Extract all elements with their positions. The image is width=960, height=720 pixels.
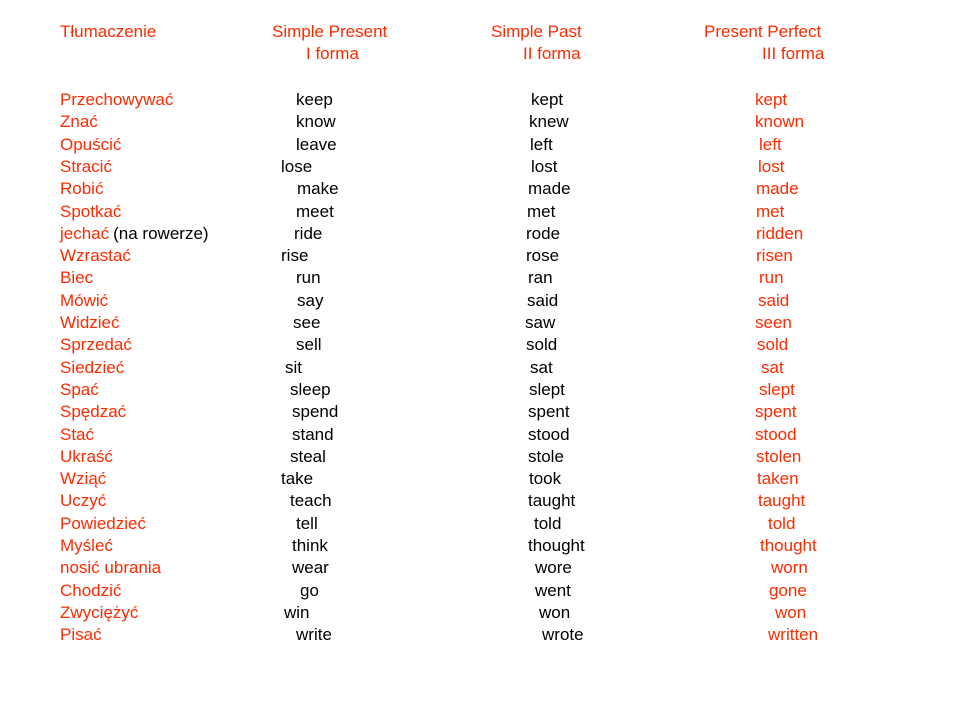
third-form: said [758,290,790,310]
third-form: taught [758,491,806,511]
polish-translation [60,157,112,177]
third-form: gone [769,580,807,600]
polish-verb: Ukraść [60,446,113,466]
second-form: left [530,134,553,154]
first-form: say [297,290,324,310]
first-form: sleep [290,379,331,399]
first-form: spend [292,402,339,422]
first-form: tell [296,513,318,533]
polish-translation [60,313,120,333]
table-row [0,558,960,580]
second-form: took [529,469,562,489]
polish-verb: Zwyciężyć [60,602,139,622]
third-form: kept [755,90,788,109]
polish-translation [60,447,113,467]
first-form: sit [285,357,302,377]
polish-verb: Stracić [60,156,112,176]
second-form: lost [531,156,558,176]
third-form: known [755,112,805,132]
first-form: think [292,536,328,555]
third-form: seen [755,313,792,332]
polish-verb: Siedzieć [60,357,125,377]
polish-translation [60,425,94,445]
polish-translation [60,90,173,110]
table-row [0,380,960,402]
header-present-perfect: Present Perfect [704,22,822,41]
subheader-second-form: II forma [523,44,581,63]
subheader-first-form: I forma [306,44,359,63]
polish-verb: Opuścić [60,134,122,154]
third-form: taken [757,469,799,489]
first-form: ride [294,223,323,243]
third-form: left [759,134,782,154]
polish-verb: Wziąć [60,469,107,489]
polish-translation [60,202,121,222]
polish-translation [60,179,103,199]
polish-verb: Spać [60,379,99,399]
first-form: go [300,580,319,600]
polish-translation [60,268,93,288]
polish-note: (na rowerze) [113,223,209,243]
table-row [0,135,960,157]
polish-verb: Stać [60,424,95,444]
polish-verb: Powiedzieć [60,513,146,533]
polish-verb: Znać [60,112,98,132]
polish-verb: jechać [60,223,110,243]
table-row [0,358,960,380]
second-form: stole [528,446,564,466]
polish-verb: Przechowywać [60,90,174,109]
header-simple-present: Simple Present [272,22,388,41]
second-form: thought [528,536,585,555]
polish-translation [60,625,102,645]
second-form: rode [526,223,561,243]
third-form: stolen [756,446,802,466]
polish-translation [60,603,138,623]
polish-translation [60,224,209,244]
third-form: sold [757,335,789,355]
first-form: stand [292,424,334,444]
third-form: risen [756,246,793,266]
polish-verb: Sprzedać [60,335,132,355]
polish-translation [60,135,121,155]
first-form: lose [281,156,313,176]
polish-verb: Widzieć [60,313,120,332]
second-form: wore [535,558,572,578]
second-form: sold [526,335,558,355]
second-form: saw [525,313,556,332]
second-form: knew [529,112,569,132]
polish-translation [60,558,161,578]
table-row [0,268,960,290]
table-row [0,447,960,469]
table-row [0,157,960,179]
third-form: made [756,179,799,199]
second-form: told [534,513,562,533]
table-row [0,402,960,424]
second-form: stood [528,424,570,444]
second-form: spent [528,402,570,422]
header-translation: Tłumaczenie [60,22,157,41]
table-row [0,603,960,625]
first-form: meet [296,201,334,221]
polish-verb: Wzrastać [60,246,131,266]
first-form: wear [292,558,329,578]
third-form: met [756,201,785,221]
table-row [0,291,960,313]
subheader-third-form: III forma [762,44,825,63]
polish-translation [60,581,121,601]
table-row [0,335,960,357]
second-form: ran [528,268,553,288]
polish-verb: Mówić [60,290,109,310]
second-form: rose [526,246,560,266]
polish-translation [60,402,126,422]
polish-translation [60,469,106,489]
polish-translation [60,358,124,378]
polish-translation [60,246,131,266]
third-form: won [775,602,807,622]
first-form: steal [290,446,326,466]
polish-verb: Chodzić [60,580,122,600]
table-row [0,425,960,447]
third-form: thought [760,536,817,555]
table-row [0,536,960,558]
polish-translation [60,536,113,556]
polish-verb: Biec [60,268,94,288]
first-form: keep [296,90,333,109]
second-form: slept [529,379,565,399]
first-form: win [284,602,310,622]
polish-verb: Robić [60,179,104,199]
polish-translation [60,112,98,132]
second-form: kept [531,90,564,109]
first-form: see [293,313,321,332]
second-form: went [535,580,571,600]
first-form: take [281,469,314,489]
first-form: know [296,112,336,132]
first-form: write [296,625,332,645]
polish-translation [60,380,99,400]
table-row [0,469,960,491]
header-simple-past: Simple Past [491,22,582,41]
polish-verb: nosić ubrania [60,558,162,578]
third-form: lost [758,156,785,176]
second-form: met [527,201,556,221]
second-form: wrote [542,625,584,645]
table-row [0,224,960,246]
third-form: stood [755,424,797,444]
third-form: ridden [756,223,804,243]
table-row [0,112,960,134]
first-form: rise [281,246,309,266]
table-row [0,90,960,112]
table-row [0,246,960,268]
third-form: run [759,268,784,288]
second-form: won [539,602,571,622]
third-form: worn [771,558,808,578]
table-row [0,491,960,513]
first-form: run [296,268,321,288]
table-row [0,313,960,335]
polish-verb: Pisać [60,625,102,645]
third-form: written [768,625,819,645]
first-form: teach [290,491,332,511]
second-form: said [527,290,559,310]
third-form: told [768,513,796,533]
polish-verb: Uczyć [60,491,107,511]
polish-verb: Spędzać [60,402,127,422]
second-form: sat [530,357,553,377]
third-form: spent [755,402,797,422]
third-form: sat [761,357,784,377]
first-form: sell [296,335,322,355]
table-row [0,514,960,536]
table-row [0,202,960,224]
second-form: made [528,179,571,199]
polish-verb: Myśleć [60,536,113,555]
polish-translation [60,291,108,311]
polish-translation [60,335,132,355]
first-form: make [297,179,339,199]
table-row [0,625,960,647]
polish-translation [60,491,106,511]
polish-translation [60,514,146,534]
polish-verb: Spotkać [60,201,122,221]
table-row [0,179,960,201]
first-form: leave [296,134,337,154]
second-form: taught [528,491,576,511]
third-form: slept [759,379,795,399]
table-row [0,581,960,603]
